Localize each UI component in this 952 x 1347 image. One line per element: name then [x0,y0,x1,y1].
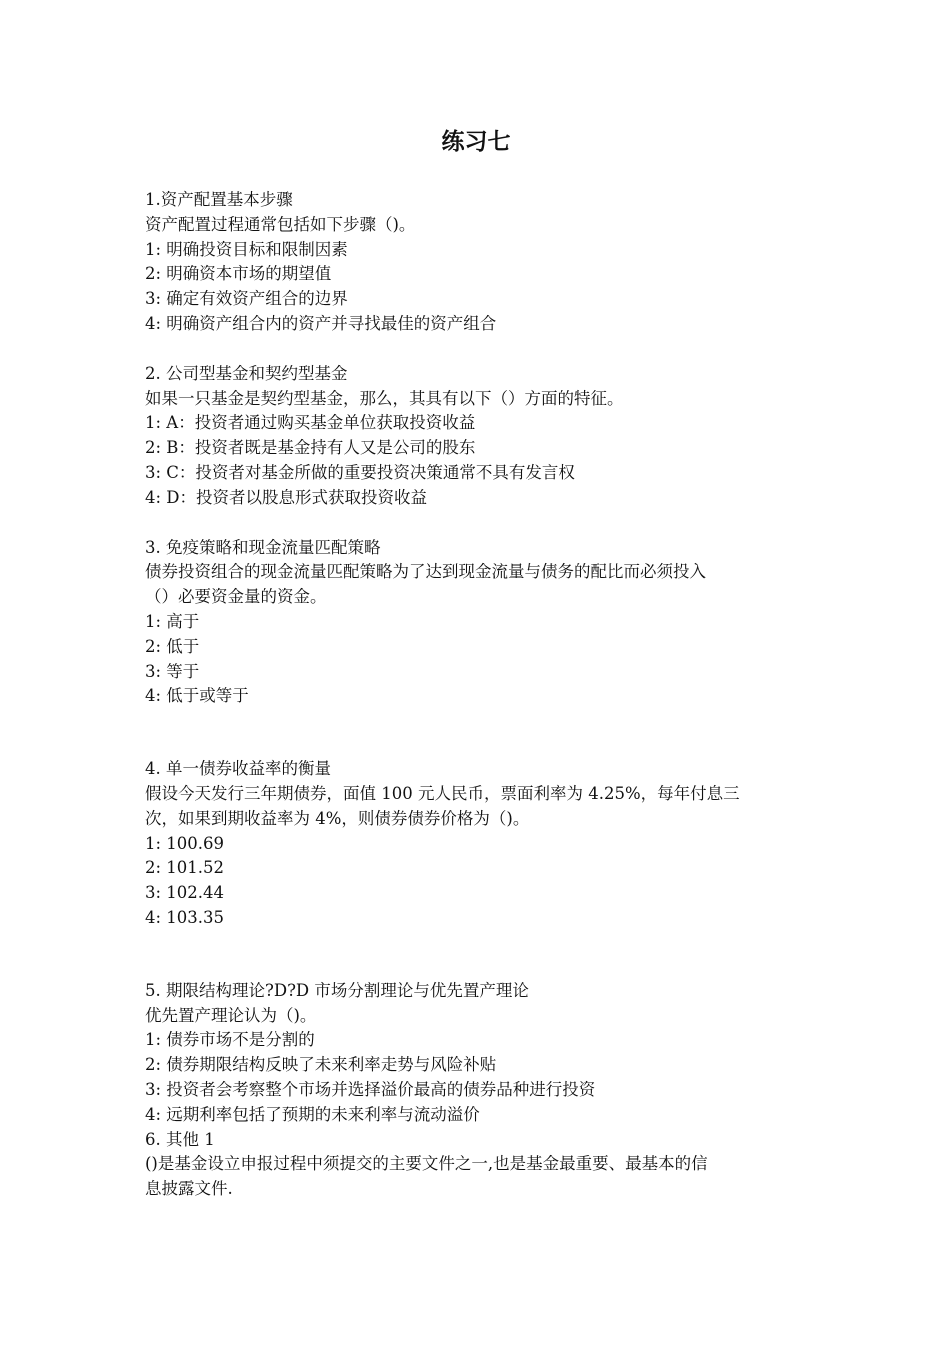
question-stem: （）必要资金量的资金。 [145,587,327,607]
question-block [145,979,815,1128]
section-spacer [145,931,815,979]
question-block [145,536,815,710]
section-spacer [145,511,815,536]
answer-option: 4: 低于或等于 [145,686,249,706]
question-list [145,188,815,1202]
question-heading: 6. 其他 1 [145,1129,215,1149]
answer-option: 1: 100.69 [145,833,225,853]
question-stem: ()是基金设立申报过程中须提交的主要文件之一,也是基金最重要、最基本的信 [145,1154,708,1174]
answer-option: 3: 投资者会考察整个市场并选择溢价最高的债券品种进行投资 [145,1079,596,1099]
question-block [145,362,815,511]
answer-option: 4: 103.35 [145,907,225,927]
question-stem: 优先置产理论认为（)。 [145,1005,317,1025]
question-heading: 2. 公司型基金和契约型基金 [145,363,348,383]
answer-option: 3: 确定有效资产组合的边界 [145,289,348,309]
question-heading: 3. 免疫策略和现金流量匹配策略 [145,537,381,557]
page-title: 练习七 [441,129,511,155]
question-block [145,188,815,337]
section-spacer [145,337,815,362]
answer-option: 4: 明确资产组合内的资产并寻找最佳的资产组合 [145,313,497,333]
question-heading: 4. 单一债券收益率的衡量 [145,759,331,779]
answer-option: 1: 高于 [145,611,200,631]
question-stem: 如果一只基金是契约型基金，那么，其具有以下（）方面的特征。 [145,388,624,408]
answer-option: 2: 低于 [145,636,200,656]
answer-option: 4: 远期利率包括了预期的未来利率与流动溢价 [145,1104,480,1124]
answer-option: 2: 明确资本市场的期望值 [145,264,332,284]
answer-option: 3: C：投资者对基金所做的重要投资决策通常不具有发言权 [145,462,575,482]
answer-option: 2: 101.52 [145,858,225,878]
answer-option: 1: A：投资者通过购买基金单位获取投资收益 [145,413,476,433]
section-spacer [145,709,815,757]
answer-option: 2: B：投资者既是基金持有人又是公司的股东 [145,438,476,458]
question-heading: 1.资产配置基本步骤 [145,190,293,209]
answer-option: 4: D：投资者以股息形式获取投资收益 [145,487,428,507]
question-block [145,1128,815,1202]
question-stem: 资产配置过程通常包括如下步骤（)。 [145,214,416,234]
question-stem: 息披露文件. [145,1179,233,1199]
question-heading: 5. 期限结构理论?D?D 市场分割理论与优先置产理论 [145,980,529,1000]
question-stem: 债券投资组合的现金流量匹配策略为了达到现金流量与债务的配比而必须投入 [145,562,706,582]
answer-option: 3: 102.44 [145,883,225,903]
answer-option: 2: 债券期限结构反映了未来利率走势与风险补贴 [145,1055,497,1075]
question-block [145,757,815,931]
question-stem: 次，如果到期收益率为 4%，则债券债券价格为（)。 [145,808,530,828]
answer-option: 1: 明确投资目标和限制因素 [145,239,348,259]
question-stem: 假设今天发行三年期债券，面值 100 元人民币，票面利率为 4.25%，每年付息三 [145,783,740,803]
answer-option: 3: 等于 [145,661,200,681]
answer-option: 1: 债券市场不是分割的 [145,1030,315,1050]
